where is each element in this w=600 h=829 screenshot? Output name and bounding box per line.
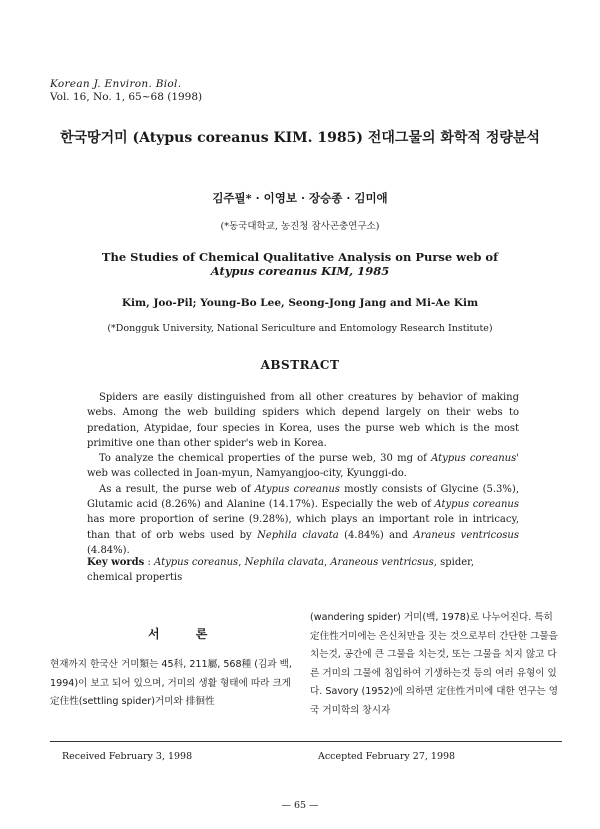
footer-divider [50,741,562,742]
species-name: Atypus coreanus [431,453,517,465]
abstract-text: mostly consists of Glycine (5.3%), Glutamic acid (8.26%) and Alanine (14.17%). Especially the web of [87,483,520,511]
keyword-2: Nephila clavata [244,557,324,568]
species-name: Nephila clavata [257,529,339,541]
affiliation-english: (*Dongguk University, National Sericulture and Entomology Research Institute) [107,323,493,334]
authors-korean: 김주필* · 이영보 · 장승종 · 김미애 [212,191,388,205]
abstract-paragraph-3 [87,482,519,558]
abstract-paragraph-1: Spiders are easily distinguished from all other creatures by behavior of making webs. Among the web building spiders which depend largely on their webs to predation, Atypidae, four species in Korea, uses the purse web which is the most primitive one than other spider's web in Korea. [87,392,519,449]
keyword-1: Atypus coreanus [154,557,239,568]
journal-name: Korean J. Environ. Biol. [50,78,182,90]
abstract-text: To analyze the chemical properties of the purse web, 30 mg of [99,453,432,465]
title-english-line1: The Studies of Chemical Qualitative Analysis on Purse web of [101,250,499,264]
section-heading: 서 론 [148,627,224,641]
keywords-separator: : [144,557,155,568]
species-name: Araneus ventricosus [413,529,519,541]
abstract-text: As a result, the purse web of [99,483,255,495]
body-column-left: 현재까지 한국산 거미類는 45科, 211屬, 568種 (김과 백, 1994)이 보고 되어 있으며, 거미의 생활 형태에 따라 크게 定住性(settling spider)거미와 排徊性 [50,659,292,707]
body-column-right: (wandering spider) 거미(백, 1978)로 나누어진다. 특히 定住性거미에는 은신처만을 짓는 것으로부터 간단한 그물을 치는것, 공간에 큰 그물을 치는것, 또는 그물을 치지 않고 다른 거미의 그물에 침입하여 기생하는것 등의 여러 유형이 있다. Savory (1952)에 의하면 定住性거미에 대한 연구는 영국 거미학의 창시자 [310,612,558,716]
title-korean: 한국땅거미 (Atypus coreanus KIM. 1985) 전대그물의 화학적 정량분석 [60,130,540,146]
abstract-heading: ABSTRACT [260,358,340,372]
abstract-text: (4.84%) and [338,529,414,541]
received-date: Received February 3, 1998 [62,751,193,762]
title-english-line2: Atypus coreanus KIM, 1985 [210,264,390,278]
species-name: Atypus coreanus [254,483,340,495]
abstract-text: has more proportion of serine (9.28%), which plays an important role in intricacy, than that of orb webs used by [87,514,519,541]
abstract-paragraph-2 [87,451,519,482]
abstract-text: (4.84%). [87,544,130,556]
title-english [0,250,600,278]
keywords-rest: , spider, chemical propertis [87,557,475,583]
page-number: — 65 — [281,800,319,811]
abstract-text: ' web was collected in Joan-myun, Namyangjoo-city, Kyunggi-do. [87,453,519,480]
journal-volume: Vol. 16, No. 1, 65~68 (1998) [50,91,203,103]
authors-english: Kim, Joo-Pil; Young-Bo Lee, Seong-Jong Jang and Mi-Ae Kim [121,297,479,309]
keywords: Key words : Atypus coreanus, Nephila clavata, Araneous ventricsus, spider, chemical propertis [87,557,475,583]
accepted-date: Accepted February 27, 1998 [318,751,456,762]
keyword-3: Araneous ventricsus [330,557,434,568]
keywords-label: Key words [87,557,145,568]
journal-header [50,78,202,104]
affiliation-korean: (*동국대학교, 농진청 잠사곤충연구소) [220,221,380,232]
abstract-body [87,390,519,558]
species-name: Atypus coreanus [434,499,519,511]
